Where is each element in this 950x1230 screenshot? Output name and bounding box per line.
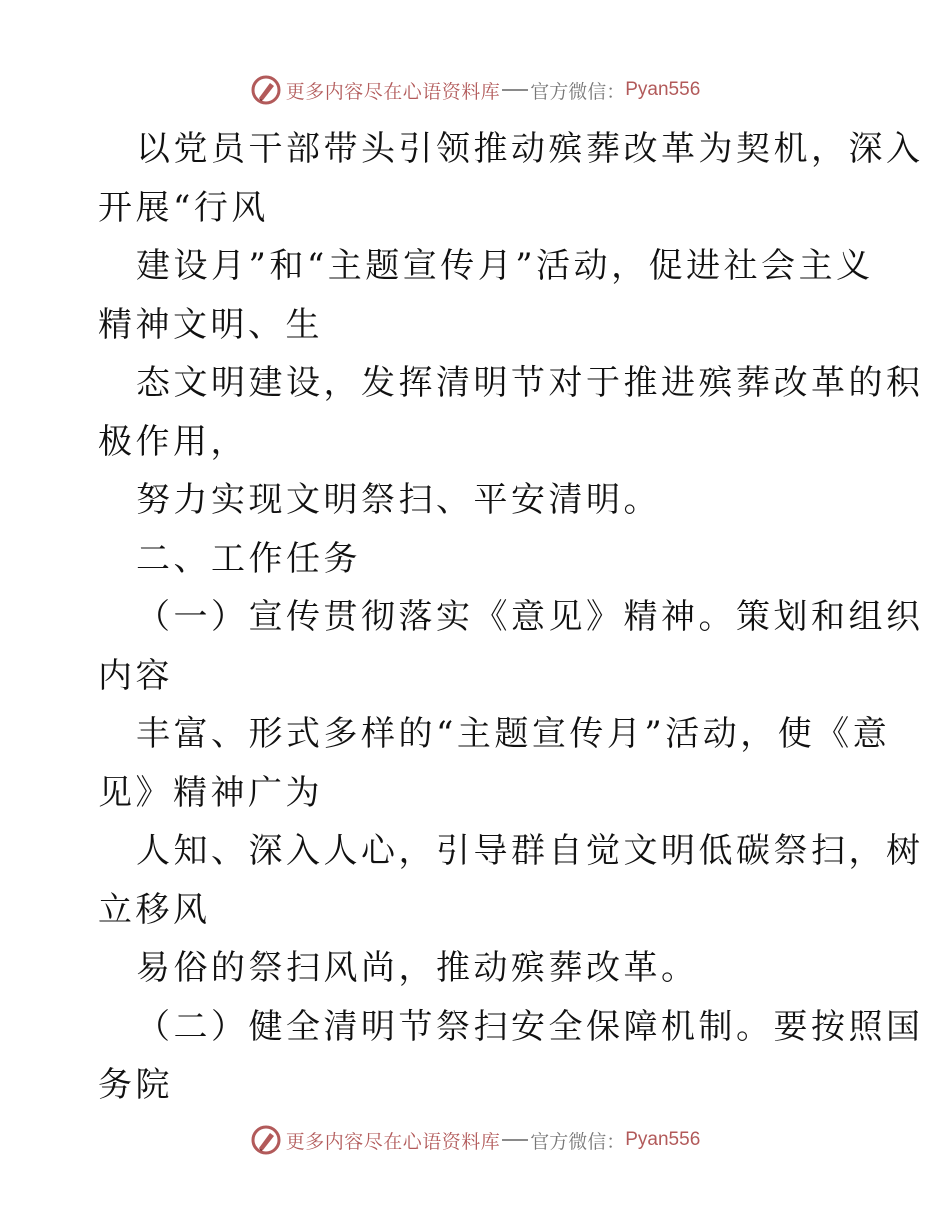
body-line: 务院 [98,1065,173,1105]
footer-brand-text: 更多内容尽在心语资料库 [285,1130,501,1153]
body-line: （一）宣传贯彻落实《意见》精神。策划和组织 [136,597,924,637]
header-watermark [0,70,950,110]
body-line: 建设月”和“主题宣传月”活动，促进社会主义 [136,246,874,286]
body-line: （二）健全清明节祭扫安全保障机制。要按照国 [136,1006,924,1047]
body-line: 以党员干部带头引领推动殡葬改革为契机，深入 [136,129,924,169]
footer-wechat-label: 官方微信： [530,1130,626,1153]
body-line: 极作用， [98,421,248,462]
body-line: 开展“行风 [98,187,269,228]
header-brand-text: 更多内容尽在心语资料库 [285,80,501,103]
pen-nib-circle-icon [250,1124,282,1156]
body-line: 丰富、形式多样的“主题宣传月”活动，使《意 [136,714,891,754]
body-line: 精神文明、生 [98,304,323,345]
header-dash [502,89,528,91]
body-line: 立移风 [98,889,211,930]
body-line: 态文明建设，发挥清明节对于推进殡葬改革的积 [136,363,924,403]
footer-watermark [0,1120,950,1160]
body-line: 易俗的祭扫风尚，推动殡葬改革。 [136,948,699,988]
header-wechat-id: Pyan556 [625,79,701,100]
header-wechat-label: 官方微信： [530,80,626,103]
body-line: 内容 [98,655,173,696]
pen-nib-circle-icon [250,74,282,106]
section-heading: 二、工作任务 [136,538,361,579]
footer-wechat-id: Pyan556 [625,1129,701,1150]
body-line: 人知、深入人心，引导群自觉文明低碳祭扫，树 [136,831,924,871]
body-line: 努力实现文明祭扫、平安清明。 [136,480,661,520]
body-line: 见》精神广为 [98,772,323,813]
footer-dash [502,1139,528,1141]
document-body [98,120,924,1115]
